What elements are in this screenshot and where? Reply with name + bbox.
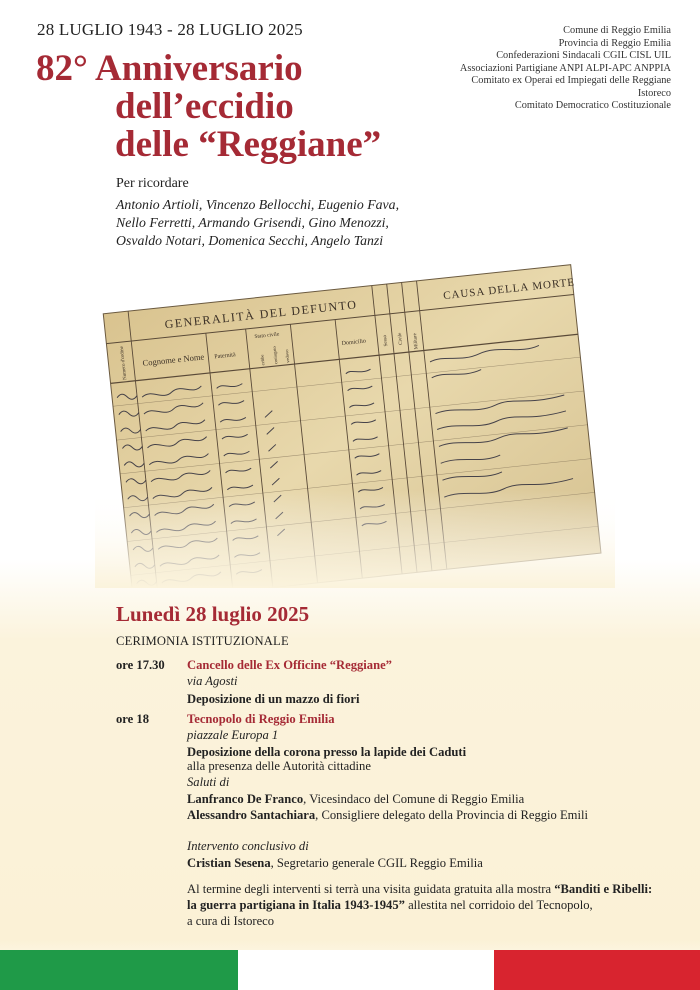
- closing-label: Intervento conclusivo di: [187, 839, 309, 853]
- speaker-1: [187, 791, 524, 807]
- ceremony-type: CERIMONIA ISTITUZIONALE: [116, 634, 289, 648]
- time-first: ore 17.30: [116, 658, 165, 672]
- street-second: piazzale Europa 1: [187, 728, 279, 742]
- visit-pre: Al termine degli interventi si terrà una visita guidata gratuita alla mostra: [187, 882, 552, 896]
- time-second: ore 18: [116, 712, 149, 726]
- title-line-1: 82° Anniversario: [36, 48, 303, 89]
- flag-green: [0, 950, 238, 990]
- organizer: Comitato Democratico Costituzionale: [514, 100, 671, 111]
- action-second: Deposizione della corona presso la lapide dei Caduti: [187, 745, 467, 759]
- title-line-3: delle “Reggiane”: [115, 124, 382, 165]
- speaker-1-name: Lanfranco De Franco: [187, 792, 304, 806]
- organizer: Provincia di Reggio Emilia: [558, 37, 671, 49]
- organizer: Comune di Reggio Emilia: [563, 25, 671, 36]
- organizer: Associazioni Partigiane ANPI ALPI-APC ANPPIA: [459, 62, 671, 74]
- location-second: Tecnopolo di Reggio Emilia: [187, 712, 335, 726]
- italian-flag-band: [0, 950, 700, 990]
- organizer: Comitato ex Operai ed Impiegati delle Reggiane: [471, 75, 671, 86]
- organizer: Istoreco: [637, 87, 671, 99]
- speaker-2: [187, 807, 588, 823]
- speaker-2-name: Alessandro Santachiara: [187, 808, 316, 822]
- remember-intro: Per ricordare: [116, 176, 189, 191]
- visit-title-b: la guerra partigiana in Italia 1943-1945”: [187, 898, 405, 912]
- speaker-1-role: , Vicesindaco del Comune di Reggio Emilia: [303, 792, 525, 806]
- speaker-3: [187, 855, 483, 871]
- greetings-label: Saluti di: [187, 775, 230, 789]
- street-first: via Agosti: [187, 674, 238, 688]
- organizer: Confederazioni Sindacali CGIL CISL UIL: [496, 50, 671, 61]
- flag-white: [238, 950, 494, 990]
- speaker-3-name: Cristian Sesena: [187, 856, 271, 870]
- death-register-image: [95, 238, 615, 588]
- speaker-3-role: , Segretario generale CGIL Reggio Emilia: [270, 856, 483, 870]
- event-date: Lunedì 28 luglio 2025: [116, 602, 310, 626]
- names-line: Nello Ferretti, Armando Grisendi, Gino Menozzi,: [116, 215, 389, 231]
- organizers-list: [401, 25, 671, 113]
- date-range: 28 LUGLIO 1943 - 28 LUGLIO 2025: [37, 20, 303, 39]
- names-line: Antonio Artioli, Vincenzo Bellocchi, Eugenio Fava,: [116, 197, 400, 212]
- visit-line-2: [187, 897, 593, 913]
- title-line-2: dell’eccidio: [115, 86, 294, 127]
- death-register-svg: [95, 238, 615, 588]
- action-first: Deposizione di un mazzo di fiori: [187, 692, 360, 706]
- location-first: Cancello delle Ex Officine “Reggiane”: [187, 658, 392, 672]
- speaker-2-role: , Consigliere delegato della Provincia di Reggio Emili: [315, 808, 588, 822]
- visit-curator: a cura di Istoreco: [187, 914, 275, 928]
- visit-title-a: “Banditi e Ribelli:: [554, 882, 653, 896]
- visit-line-1: [187, 881, 652, 897]
- flag-red: [494, 950, 700, 990]
- page-title: [36, 50, 381, 164]
- authorities-presence: alla presenza delle Autorità cittadine: [187, 759, 371, 773]
- visit-post: allestita nel corridoio del Tecnopolo,: [404, 898, 593, 912]
